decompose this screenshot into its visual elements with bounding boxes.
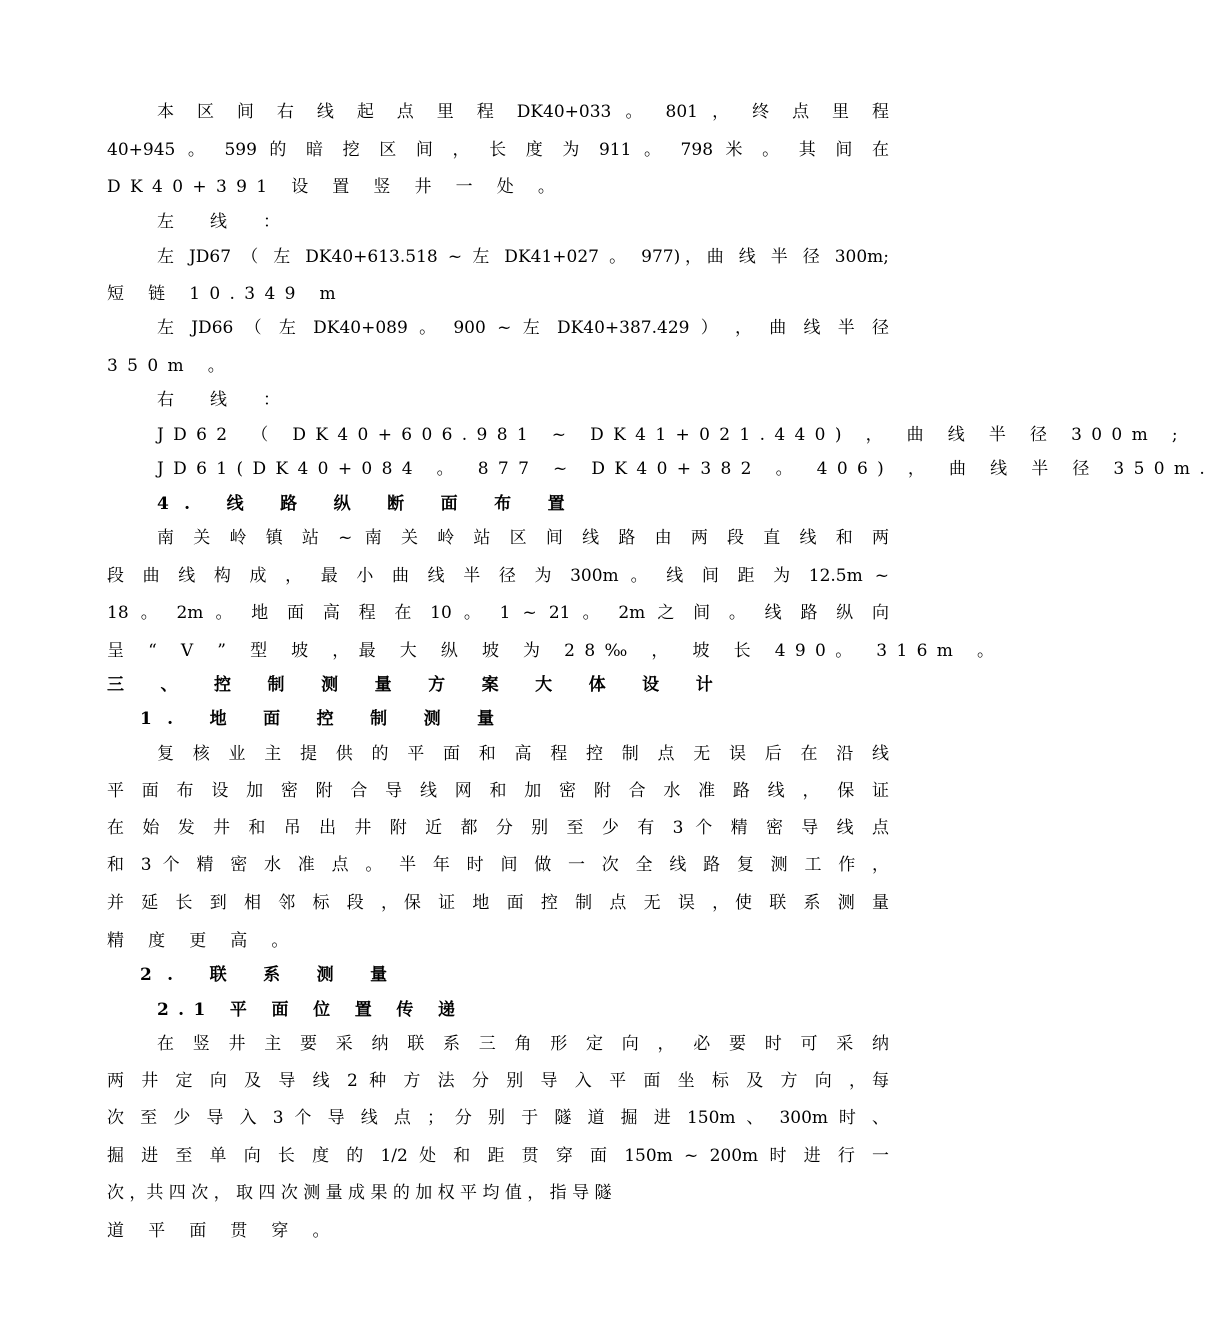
- chapter-heading: 三 、 控 制 测 量 方 案 大 体 设 计: [107, 675, 729, 695]
- left-line-label: 左 线 ：: [157, 212, 296, 232]
- paragraph-line: 在 始 发 井 和 吊 出 井 附 近 都 分 别 至 少 有 3 个 精 密 导 线 点: [107, 818, 889, 838]
- right-line-label: 右 线 ：: [157, 390, 296, 410]
- paragraph-line: 短 链 10.349 m: [107, 284, 346, 304]
- paragraph-line: 复 核 业 主 提 供 的 平 面 和 高 程 控 制 点 无 误 后 在 沿 线: [157, 744, 889, 764]
- paragraph-line: 道 平 面 贯 穿 。: [107, 1221, 339, 1241]
- paragraph-line: 两 井 定 向 及 导 线 2 种 方 法 分 别 导 入 平 面 坐 标 及 方 向 ，每: [107, 1071, 889, 1091]
- paragraph-line: 精 度 更 高 。: [107, 931, 298, 951]
- paragraph-line: 南 关 岭 镇 站 ~ 南 关 岭 站 区 间 线 路 由 两 段 直 线 和 两: [157, 528, 889, 548]
- paragraph-line: JD62 （ DK40+606.981 ~ DK41+021.440) ， 曲 线 半 径 300m ;: [157, 425, 1187, 445]
- paragraph-line: 呈 “ V ” 型 坡 ，最 大 纵 坡 为 28‰ ， 坡 长 490。 316m 。: [107, 641, 1004, 661]
- paragraph-line: 左 JD66 （ 左 DK40+089 。 900 ~ 左 DK40+387.429 ） ， 曲 线 半 径: [157, 318, 889, 338]
- paragraph-line: 掘 进 至 单 向 长 度 的 1/2 处 和 距 贯 穿 面 150m ~ 200m 时 进 行 一: [107, 1146, 889, 1166]
- paragraph-line: 40+945 。 599 的 暗 挖 区 间 ， 长 度 为 911 。 798 米 。 其 间 在: [107, 140, 889, 160]
- paragraph-line: 平 面 布 设 加 密 附 合 导 线 网 和 加 密 附 合 水 准 路 线 ， 保 证: [107, 781, 889, 801]
- paragraph-line: DK40+391 设 置 竖 井 一 处 。: [107, 177, 565, 197]
- paragraph-line: 和 3 个 精 密 水 准 点 。 半 年 时 间 做 一 次 全 线 路 复 测 工 作 ，: [107, 855, 889, 875]
- section-heading: 1. 地 面 控 制 测 量: [140, 709, 510, 729]
- paragraph-line: 左 JD67 （ 左 DK40+613.518 ~ 左 DK41+027 。 977)，曲 线 半 径 300m;: [157, 247, 889, 267]
- subsection-heading: 2.1 平 面 位 置 传 递: [157, 1000, 465, 1020]
- section-heading: 4. 线 路 纵 断 面 布 置: [157, 494, 580, 514]
- section-heading: 2. 联 系 测 量: [140, 965, 403, 985]
- paragraph-line: 并 延 长 到 相 邻 标 段 ，保 证 地 面 控 制 点 无 误 ，使 联 系 测 量: [107, 893, 889, 913]
- paragraph-line: 18 。 2m 。 地 面 高 程 在 10 。 1 ~ 21 。 2m 之 间 。 线 路 纵 向: [107, 603, 889, 623]
- paragraph-line: 350m 。: [107, 356, 235, 376]
- paragraph-line: 次 ，共 四 次 ， 取 四 次 测 量 成 果 的 加 权 平 均 值 ， 指 导 隧: [107, 1183, 612, 1203]
- paragraph-line: JD61(DK40+084 。 877 ~ DK40+382 。 406) ， 曲 线 半 径 350m.: [157, 459, 1214, 479]
- paragraph-line: 段 曲 线 构 成 ， 最 小 曲 线 半 径 为 300m 。 线 间 距 为 12.5m ~: [107, 566, 889, 586]
- paragraph-line: 在 竖 井 主 要 采 纳 联 系 三 角 形 定 向 ， 必 要 时 可 采 纳: [157, 1034, 889, 1054]
- paragraph-line: 次 至 少 导 入 3 个 导 线 点 ； 分 别 于 隧 道 掘 进 150m 、 300m 时 、: [107, 1108, 889, 1128]
- paragraph-line: 本 区 间 右 线 起 点 里 程 DK40+033 。 801 ， 终 点 里 程: [157, 102, 889, 122]
